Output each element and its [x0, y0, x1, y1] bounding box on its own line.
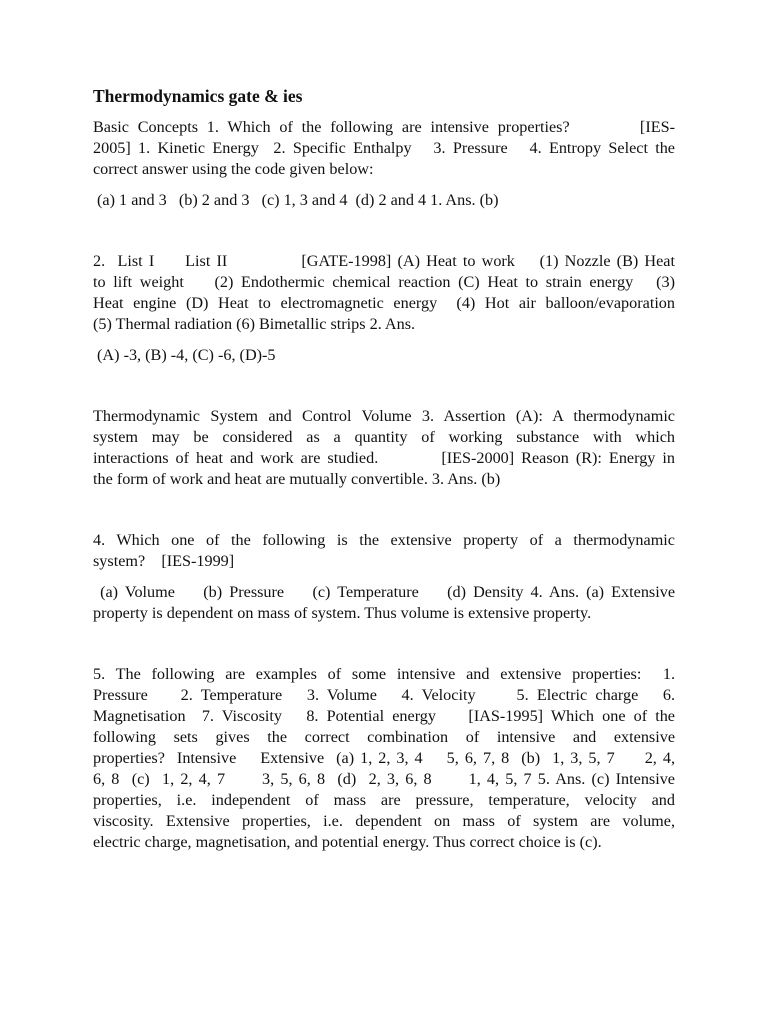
- question-3-text: [93, 406, 675, 490]
- question-5-line: viscosity. Extensive properties, i.e. dependent on mass of system are volume,: [93, 812, 675, 830]
- question-5-text: [93, 664, 675, 853]
- question-2-line: (5) Thermal radiation (6) Bimetallic strips 2. Ans.: [93, 315, 416, 333]
- question-2-text: [93, 251, 675, 335]
- question-3-line: the form of work and heat are mutually convertible. 3. Ans. (b): [93, 470, 501, 488]
- question-2-line: 2. List I List II [GATE-1998] (A) Heat to work (1) Nozzle (B) Heat: [93, 252, 675, 270]
- question-4-text: [93, 530, 675, 572]
- question-5-line: electric charge, magnetisation, and potential energy. Thus correct choice is (c).: [93, 833, 602, 851]
- question-5-line: properties? Intensive Extensive (a) 1, 2, 3, 4 5, 6, 7, 8 (b) 1, 3, 5, 7 2, 4,: [93, 749, 675, 767]
- question-1-line: Basic Concepts 1. Which of the following are intensive properties? [IES-: [93, 118, 675, 136]
- question-4-answer-line: property is dependent on mass of system. Thus volume is extensive property.: [93, 604, 592, 622]
- question-4: [93, 530, 675, 624]
- question-4-answer-line: (a) Volume (b) Pressure (c) Temperature (d) Density 4. Ans. (a) Extensive: [93, 583, 675, 601]
- question-3-line: system may be considered as a quantity of working substance with which: [93, 428, 675, 446]
- question-1-line: correct answer using the code given below:: [93, 160, 374, 178]
- question-5-line: 6, 8 (c) 1, 2, 4, 7 3, 5, 6, 8 (d) 2, 3, 6, 8 1, 4, 5, 7 5. Ans. (c) Intensive: [93, 770, 675, 788]
- question-5-line: Pressure 2. Temperature 3. Volume 4. Velocity 5. Electric charge 6.: [93, 686, 675, 704]
- question-5-line: 5. The following are examples of some intensive and extensive properties: 1.: [93, 665, 675, 683]
- question-1-options: (a) 1 and 3 (b) 2 and 3 (c) 1, 3 and 4 (d) 2 and 4 1. Ans. (b): [93, 191, 499, 209]
- question-2-answer: (A) -3, (B) -4, (C) -6, (D)-5: [93, 346, 276, 364]
- question-4-answer: [93, 582, 675, 624]
- question-1-text: [93, 117, 675, 180]
- question-5-line: Magnetisation 7. Viscosity 8. Potential energy [IAS-1995] Which one of the: [93, 707, 675, 725]
- question-4-line: 4. Which one of the following is the extensive property of a thermodynamic: [93, 531, 675, 549]
- question-4-line: system? [IES-1999]: [93, 552, 235, 570]
- question-5-line: properties, i.e. independent of mass are pressure, temperature, velocity and: [93, 791, 675, 809]
- question-3-line: interactions of heat and work are studied. [IES-2000] Reason (R): Energy in: [93, 449, 675, 467]
- question-2-line: to lift weight (2) Endothermic chemical reaction (C) Heat to strain energy (3): [93, 273, 675, 291]
- question-2: [93, 251, 675, 366]
- question-1: [93, 117, 675, 211]
- question-5: [93, 664, 675, 853]
- document-title: Thermodynamics gate & ies: [93, 86, 303, 106]
- question-5-line: following sets gives the correct combination of intensive and extensive: [93, 728, 675, 746]
- question-3: [93, 406, 675, 490]
- question-2-line: Heat engine (D) Heat to electromagnetic energy (4) Hot air balloon/evaporation: [93, 294, 675, 312]
- document-page: [93, 86, 675, 853]
- question-1-line: 2005] 1. Kinetic Energy 2. Specific Enthalpy 3. Pressure 4. Entropy Select the: [93, 139, 675, 157]
- question-3-line: Thermodynamic System and Control Volume 3. Assertion (A): A thermodynamic: [93, 407, 675, 425]
